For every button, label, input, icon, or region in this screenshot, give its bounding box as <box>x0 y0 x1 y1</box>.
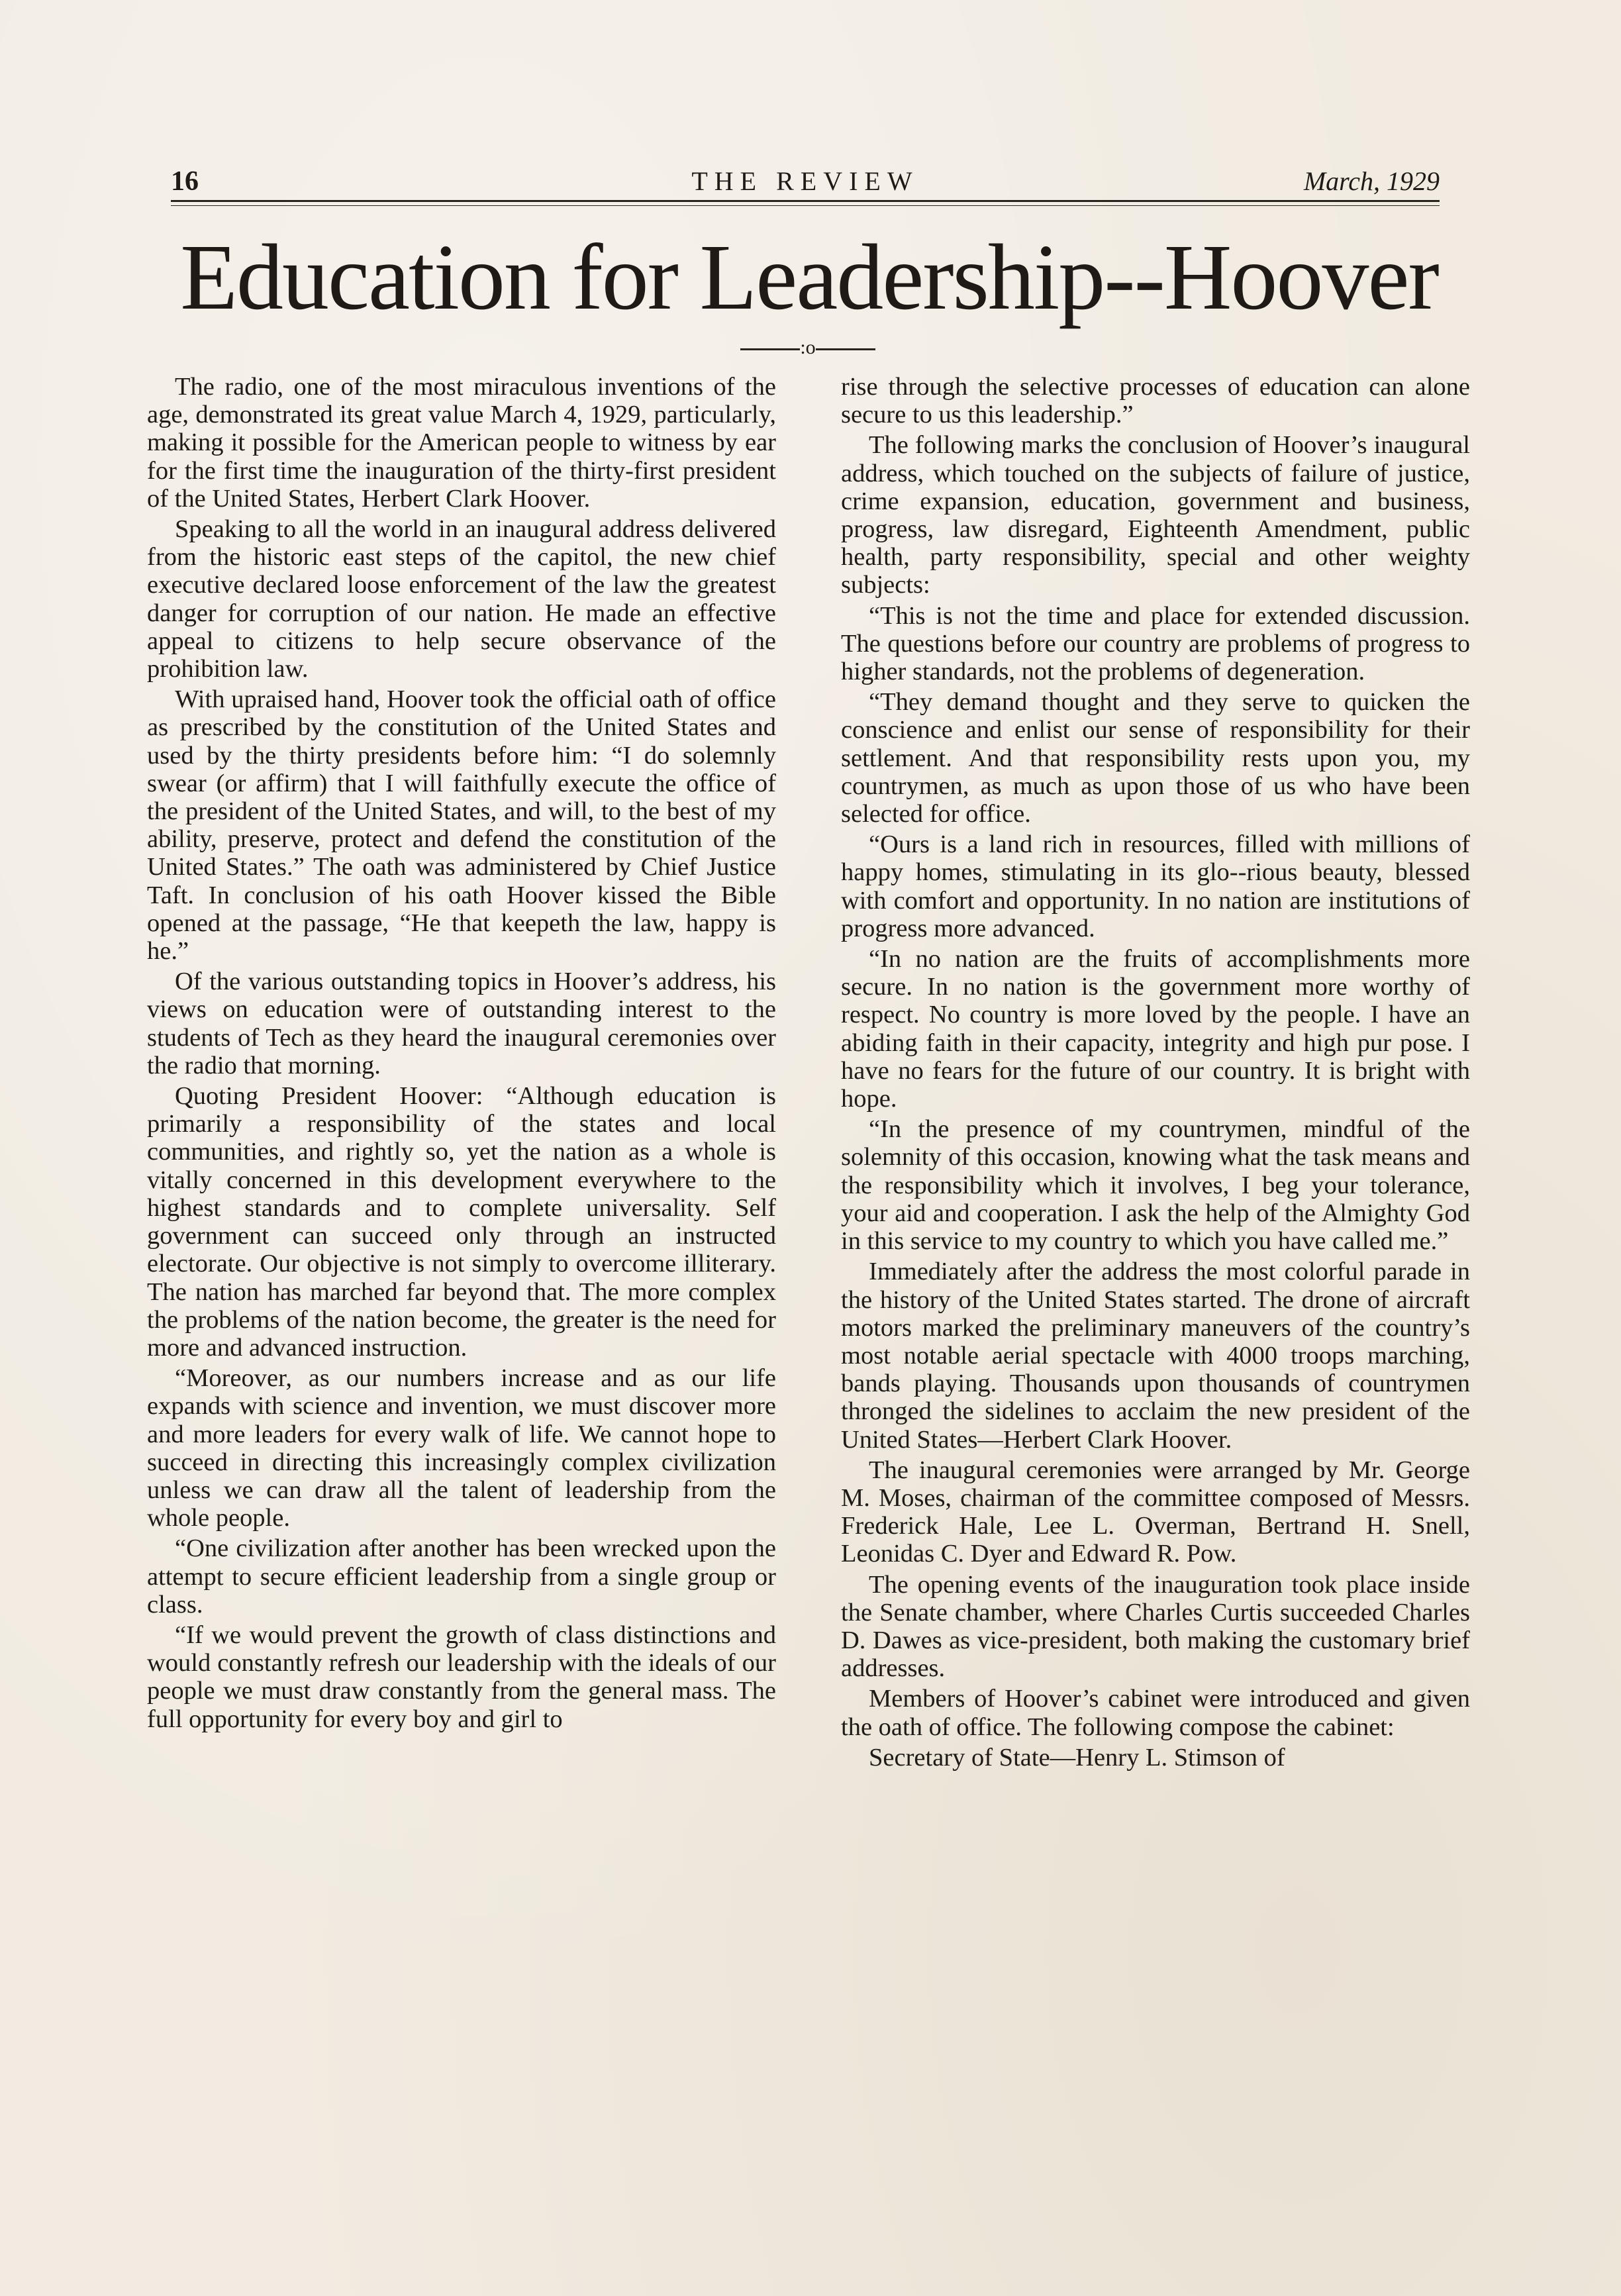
paragraph: The opening events of the inauguration took place inside the Senate chamber, where Charles Curtis succeeded Charles D. Dawes as vice-president, both making the customary brief addresses. <box>841 1570 1470 1683</box>
paragraph: “They demand thought and they serve to quicken the conscience and enlist our sense of responsibility for their settlement. And that responsibility rests upon you, my countrymen, as much as upon those of us who have been selected for office. <box>841 688 1470 828</box>
paragraph: “Ours is a land rich in resources, filled with millions of happy homes, stimulating in its glo--rious beauty, blessed with comfort and opportunity. In no nation are institutions of progress more advanced. <box>841 830 1470 942</box>
article-headline: Education for Leadership--Hoover <box>180 225 1438 329</box>
ornament-dash-right <box>816 348 875 350</box>
issue-date: March, 1929 <box>1303 166 1440 196</box>
paragraph: Of the various outstanding topics in Hoover’s address, his views on education were of outstanding interest to the students of Tech as they heard the inaugural ceremonies over the radio that morning. <box>147 968 776 1079</box>
article-column-right <box>841 373 1470 1774</box>
paragraph: Secretary of State—Henry L. Stimson of <box>869 1743 1285 1772</box>
paragraph: The inaugural ceremonies were arranged by Mr. George M. Moses, chairman of the committee composed of Messrs. Frederick Hale, Lee L. Overman, Bertrand H. Snell, Leonidas C. Dyer and Edward R. Pow. <box>841 1456 1470 1568</box>
title-ornament <box>725 338 891 358</box>
ornament-mark: :o <box>800 336 816 358</box>
paragraph: The following marks the conclusion of Hoover’s inaugural address, which touched on the subjects of failure of justice, crime expansion, education, government and business, progress, law disregard, Eighteenth Amendment, public health, party responsibility, special and other weighty subjects: <box>841 431 1470 599</box>
paragraph-continued: rise through the selective processes of education can alone secure to us this leadership.” <box>841 373 1470 429</box>
publication-title: THE REVIEW <box>691 166 919 196</box>
paragraph: Speaking to all the world in an inaugural address delivered from the historic east steps of the capitol, the new chief executive declared loose enforcement of the law the greatest danger for corruption of our nation. He made an effective appeal to citizens to help secure observance of the prohibition law. <box>147 515 776 683</box>
running-head <box>171 162 1440 204</box>
paragraph: “In no nation are the fruits of accomplishments more secure. In no nation is the government more worthy of respect. No country is more loved by the people. I have an abiding faith in their capacity, integrity and high pur pose. I have no fears for the future of our country. It is bright with hope. <box>841 945 1470 1113</box>
paragraph: With upraised hand, Hoover took the official oath of office as prescribed by the constitution of the United States and used by the thirty presidents before him: “I do solemnly swear (or affirm) that I will faithfully execute the office of the president of the United States, and will, to the best of my ability, preserve, protect and defend the constitution of the United States.” The oath was administered by Chief Justice Taft. In conclusion of his oath Hoover kissed the Bible opened at the passage, “He that keepeth the law, happy is he.” <box>147 685 776 966</box>
paragraph: “If we would prevent the growth of class distinctions and would constantly refresh our leadership with the ideals of our people we must draw constantly from the general mass. The full opportunity for every boy and girl to <box>147 1621 776 1733</box>
paragraph: “Moreover, as our numbers increase and as our life expands with science and invention, we must discover more and more leaders for every walk of life. We cannot hope to succeed in directing this increasingly complex civilization unless we can draw all the talent of leadership from the whole people. <box>147 1364 776 1532</box>
paragraph: Immediately after the address the most colorful parade in the history of the United States started. The drone of aircraft motors marked the preliminary maneuvers of the country’s most notable aerial spectacle with 4000 troops marching, bands playing. Thousands upon thousands of countrymen thronged the sidelines to acclaim the new president of the United States—Herbert Clark Hoover. <box>841 1258 1470 1454</box>
ornament-dash-left <box>740 348 800 350</box>
paragraph: “One civilization after another has been wrecked upon the attempt to secure efficient leadership from a single group or class. <box>147 1534 776 1619</box>
paragraph: Members of Hoover’s cabinet were introduced and given the oath of office. The following compose the cabinet: <box>841 1685 1470 1741</box>
header-rule-thin <box>171 205 1440 206</box>
article-column-left <box>147 373 776 1736</box>
header-rule <box>171 200 1440 202</box>
paragraph: Quoting President Hoover: “Although education is primarily a responsibility of the states and local communities, and rightly so, yet the nation as a whole is vitally concerned in this development everywhere to the highest standards and to complete universality. Self government can succeed only through an instructed electorate. Our objective is not simply to overcome illiterary. The nation has marched far beyond that. The more complex the problems of the nation become, the greater is the need for more and advanced instruction. <box>147 1082 776 1362</box>
paragraph: “In the presence of my countrymen, mindful of the solemnity of this occasion, knowing what the task means and the responsibility which it involves, I beg your tolerance, your aid and cooperation. I ask the help of the Almighty God in this service to my country to which you have called me.” <box>841 1115 1470 1256</box>
paragraph: “This is not the time and place for extended discussion. The questions before our country are problems of progress to higher standards, not the problems of degeneration. <box>841 601 1470 686</box>
page-number: 16 <box>171 166 199 197</box>
paragraph: The radio, one of the most miraculous inventions of the age, demonstrated its great value March 4, 1929, particularly, making it possible for the American people to witness by ear for the first time the inauguration of the thirty-first president of the United States, Herbert Clark Hoover. <box>147 373 776 513</box>
